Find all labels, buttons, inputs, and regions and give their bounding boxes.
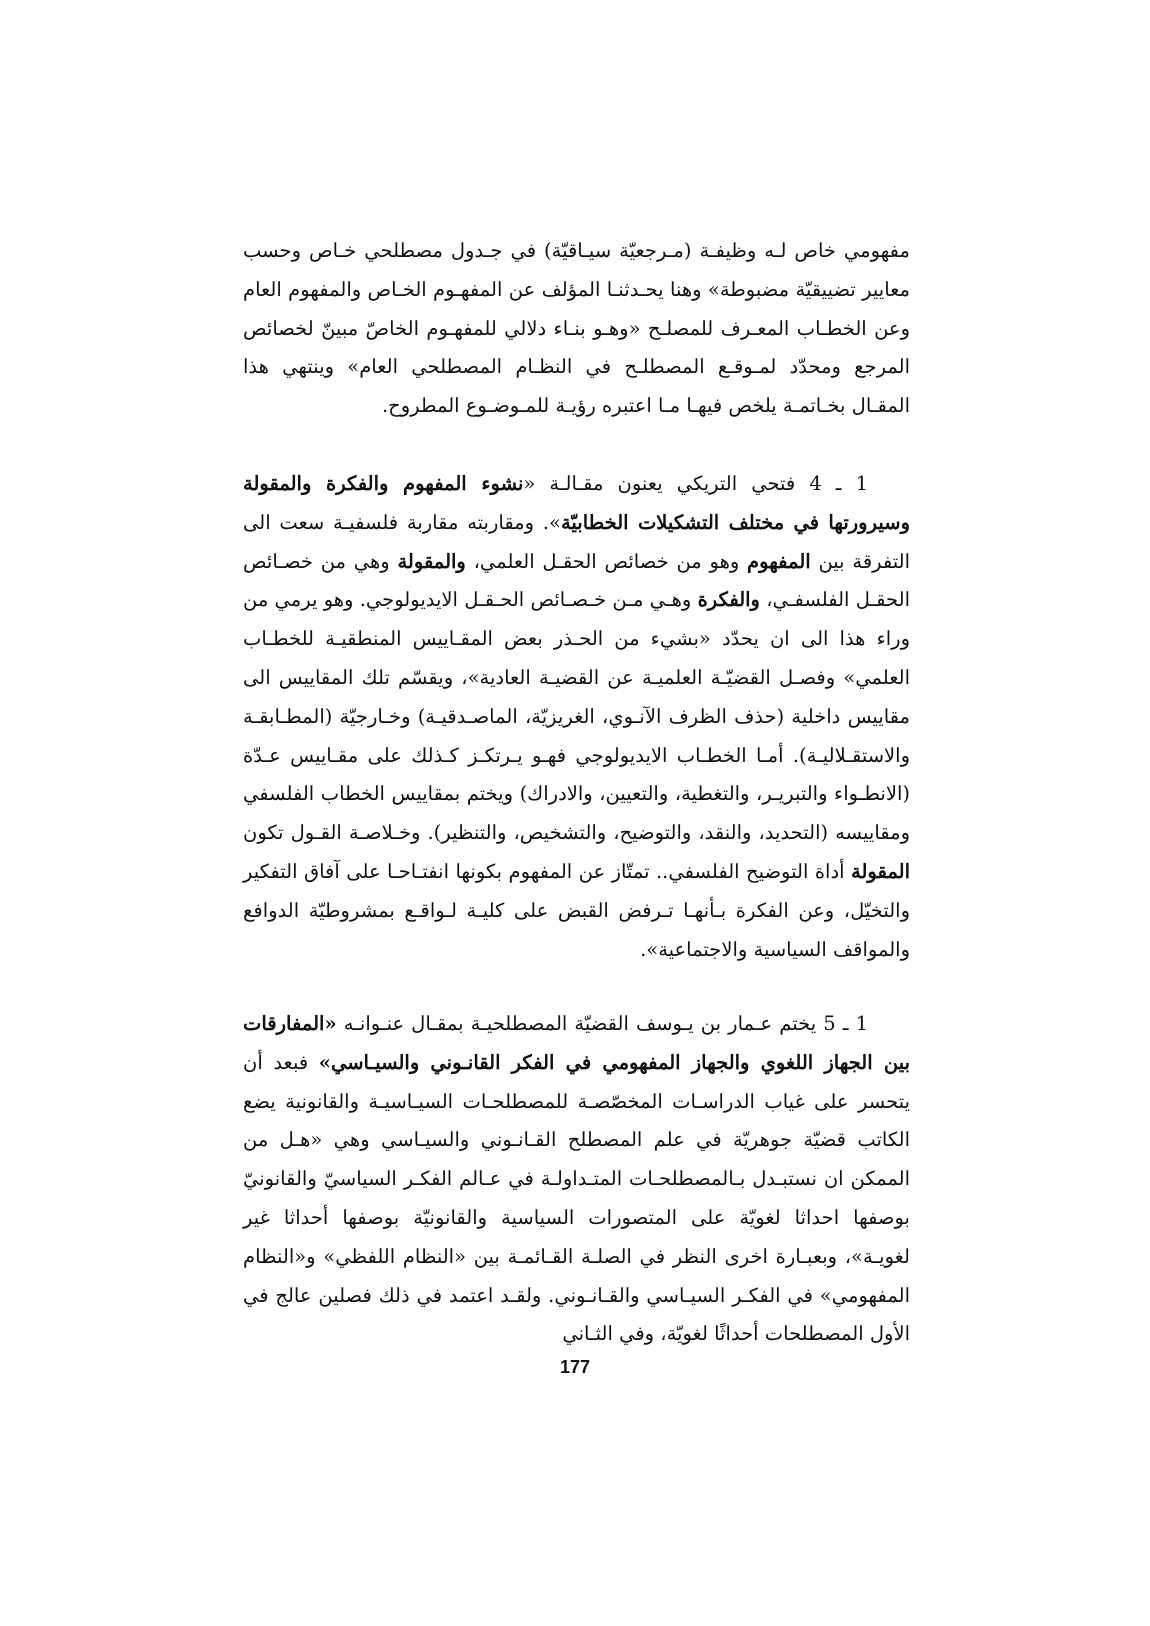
text-run: وهـي مـن خـصـائص الحـقـل الايديولوجي. وهو يرمي من وراء هذا الى ان يحدّد «بشيء من الحـذر بعض المقـاييس المنطقيـة للخطـاب العلمي» وفصـل القضيّـة العلميـة عن القضيـة العادية»، ويقسّم تلك المقاييس الى مقاييس داخلية (حذف الظرف الآنـوي، الغريزيّة، الماصـدقيـة) وخـارجيّة (المطـابقـة والاستقـلاليـة). أمـا الخطـاب الايديولوجي فهـو يـرتكـز كـذلك على مقـاييس عـدّة (الانطـواء والتبريـر، والتغطية، والتعيين، والادراك) ويختم بمقاييس الخطاب الفلسفي ومقاييسه (التحديد، والنقد، والتوضيح، والتشخيص، والتنظير). وخـلاصـة القـول تكون [243, 588, 910, 845]
text-run: أداة التوضيح الفلسفي.. تمتّاز عن المفهوم بكونها انفتـاحـا على آفاق التفكير والتخيّل، وعن الفكرة بـأنهـا تـرفض القبض على كليـة لـواقـع بمشروطيّة الدوافع والمواقف السياسية والاجتماعية». [243, 859, 910, 961]
text-run: ». ومقاربته مقاربة فلسفيـة سعت الى التفرقة بين [243, 510, 911, 573]
section-1-4 [243, 465, 910, 969]
section-lead: 1 ـ 5 يختم عـمار بن يـوسف القضيّة المصطلحيـة بمقـال عنـوانـه [336, 1012, 868, 1035]
paragraph-1-4 [243, 465, 910, 969]
page-number: 177 [559, 1357, 591, 1377]
text-run: وهو من خصائص الحقـل العلمي، [465, 549, 748, 573]
paragraph-continuation [243, 232, 910, 426]
paragraph-1: مفهومي خاص لـه وظيفـة (مـرجعيّة سيـاقيّة) في جـدول مصطلحي خـاص وحسب معايير تضييقيّة مضبوطة» وهنا يحـدثنـا المؤلف عن المفهـوم الخـاص والمفهوم العام وعن الخطـاب المعـرف للمصلـح «وهـو بنـاء دلالي للمفهـوم الخاصّ مبينّ لخصائص المرجع ومحدّد لمـوقـع المصطلـح في النظـام المصطلحي العام» وينتهي هذا المقـال بخـاتمـة يلخص فيهـا مـا اعتبره رؤيـة للمـوضـوع المطروح. [243, 239, 910, 418]
text-run: وهي من خصـائص الحقـل الفلسفـي، [243, 549, 910, 612]
term-category-2: المقولة [851, 859, 910, 883]
term-idea: والفكرة [697, 588, 760, 612]
term-concept: المفهوم [747, 549, 811, 573]
text-run: فبعد أن يتحسر على غياب الدراسـات المخصّصـة للمصطلحـات السيـاسيـة والقانونية يضع الكاتب قضيّة جوهريّة في علم المصطلح القـانـوني والسيـاسي وهي «هـل من الممكن ان نستبـدل بـالمصطلحـات المتـداولـة في عـالم الفكـر السياسيّ والقانونيّ بوصفها احداثا لغويّة على المتصورات السياسية والقانونيّة بوصفها أحداثا غير لغويـة»، وبعبـارة اخرى النظر في الصلـة القـائمـة بين «النظام اللفظي» و«النظام المفهومي» في الفكـر السيـاسي والقـانـوني. ولقـد اعتمد في ذلك فصلين عالج في الأول المصطلحات أحداثًا لغويّة، وفي الثـاني [243, 1050, 910, 1346]
paragraph-1-5 [243, 1005, 910, 1354]
term-category: والمقولة [397, 549, 466, 573]
article-title: «المفارقات بين الجهاز اللغوي والجهاز المفهومي في الفكر القانـوني والسيـاسي» [243, 1012, 910, 1074]
article-title: نشوء المفهوم والفكرة والمقولة وسيرورتها في مختلف التشكيلات الخطابيّة [243, 472, 910, 534]
section-1-5 [243, 1005, 910, 1354]
section-lead: 1 ـ 4 فتحي التريكي يعنون مقـالـة « [523, 472, 868, 495]
